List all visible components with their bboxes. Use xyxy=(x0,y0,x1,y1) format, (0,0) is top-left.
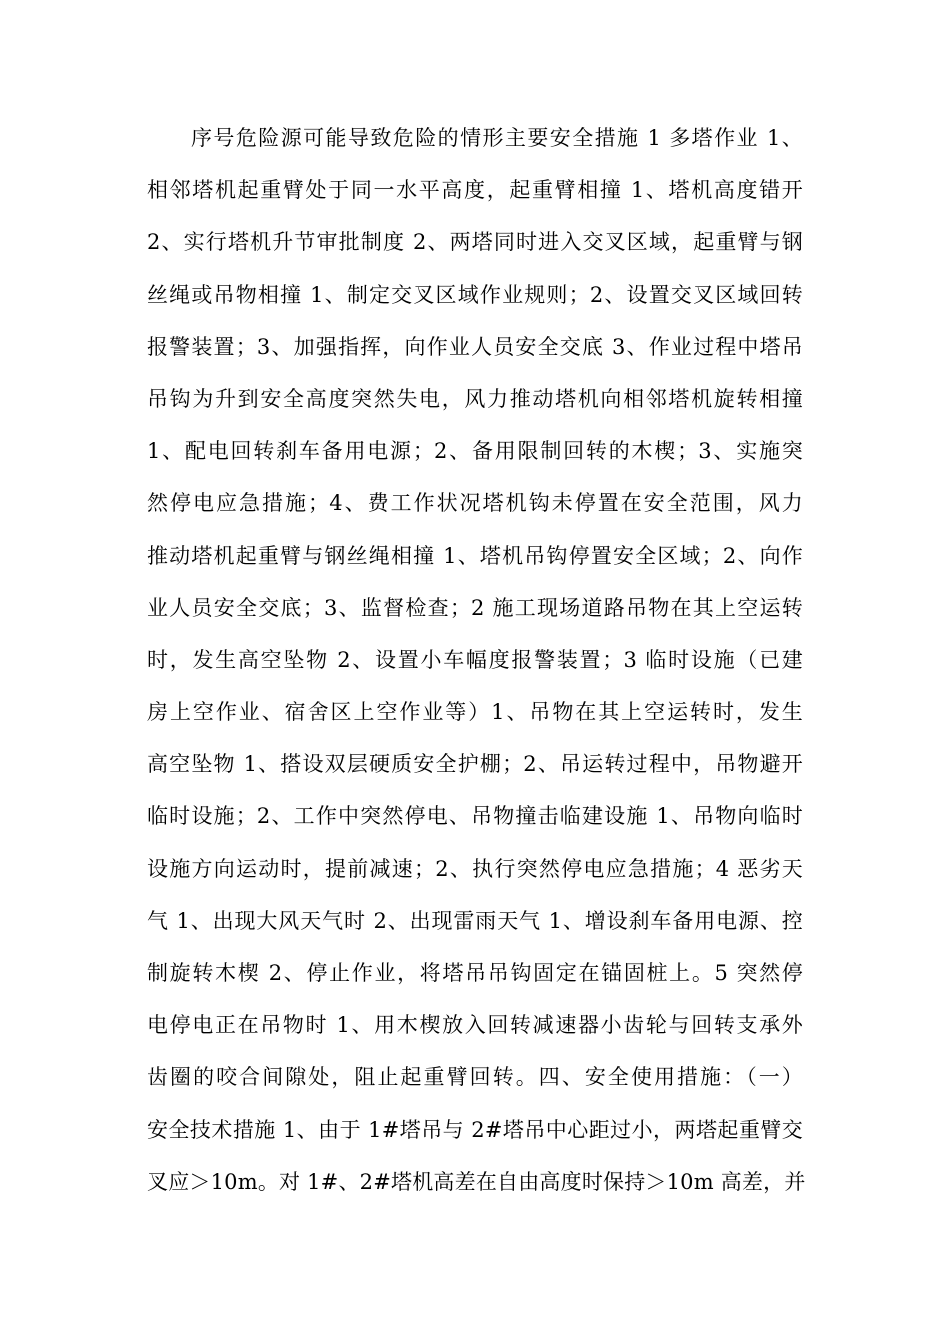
text-line: 临时设施；2、工作中突然停电、吊物撞击临建设施 1、吊物向临时 xyxy=(147,804,803,829)
text-line: 序号危险源可能导致危险的情形主要安全措施 1 多塔作业 1、 xyxy=(191,126,803,150)
text-line: 时，发生高空坠物 2、设置小车幅度报警装置；3 临时设施（已建 xyxy=(147,647,803,672)
text-line: 叉应＞10m。对 1#、2#塔机高差在自由高度时保持＞10m 高差，并 xyxy=(147,1169,806,1194)
text-line: 报警装置；3、加强指挥，向作业人员安全交底 3、作业过程中塔吊 xyxy=(147,334,803,359)
text-line: 丝绳或吊物相撞 1、制定交叉区域作业规则；2、设置交叉区域回转 xyxy=(147,282,803,307)
text-line: 设施方向运动时，提前减速；2、执行突然停电应急措施；4 恶劣天 xyxy=(147,856,803,881)
text-line: 电停电正在吊物时 1、用木楔放入回转减速器小齿轮与回转支承外 xyxy=(147,1013,803,1038)
text-line: 房上空作业、宿舍区上空作业等）1、吊物在其上空运转时，发生 xyxy=(147,700,803,725)
text-line: 制旋转木楔 2、停止作业，将塔吊吊钩固定在锚固桩上。5 突然停 xyxy=(147,961,803,985)
text-line: 1、配电回转刹车备用电源；2、备用限制回转的木楔；3、实施突 xyxy=(147,439,803,464)
text-line: 推动塔机起重臂与钢丝绳相撞 1、塔机吊钩停置安全区域；2、向作 xyxy=(147,543,803,568)
text-line: 安全技术措施 1、由于 1#塔吊与 2#塔吊中心距过小，两塔起重臂交 xyxy=(147,1117,803,1142)
text-line: 高空坠物 1、搭设双层硬质安全护棚；2、吊运转过程中，吊物避开 xyxy=(147,752,803,777)
body-paragraph xyxy=(147,112,806,1208)
text-line: 相邻塔机起重臂处于同一水平高度，起重臂相撞 1、塔机高度错开 xyxy=(147,178,803,203)
text-line: 然停电应急措施；4、费工作状况塔机钩未停置在安全范围，风力 xyxy=(147,491,803,516)
text-line: 业人员安全交底；3、监督检查；2 施工现场道路吊物在其上空运转 xyxy=(147,595,803,620)
text-line: 气 1、出现大风天气时 2、出现雷雨天气 1、增设刹车备用电源、控 xyxy=(147,908,803,933)
text-line: 齿圈的咬合间隙处，阻止起重臂回转。四、安全使用措施：（一） xyxy=(147,1065,803,1090)
text-line: 2、实行塔机升节审批制度 2、两塔同时进入交叉区域，起重臂与钢 xyxy=(147,230,803,255)
text-line: 吊钩为升到安全高度突然失电，风力推动塔机向相邻塔机旋转相撞 xyxy=(147,386,803,411)
